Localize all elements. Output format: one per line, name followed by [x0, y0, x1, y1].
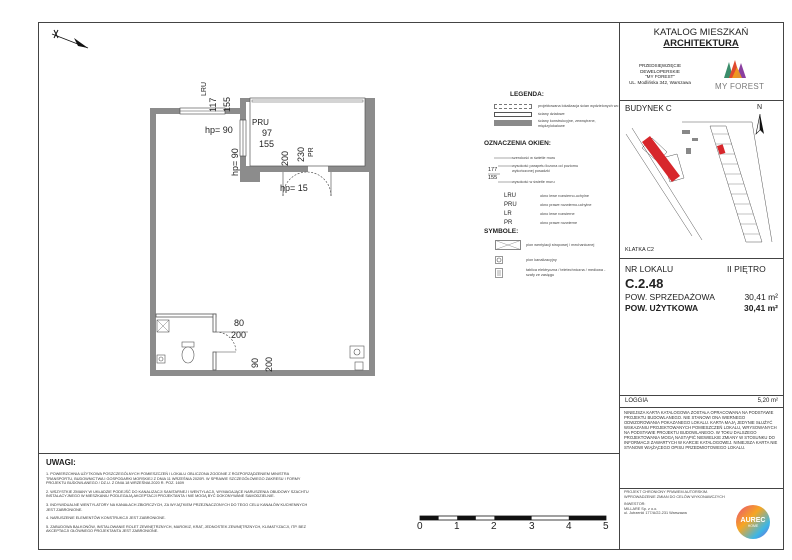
- door-width-155: 155: [259, 139, 275, 149]
- developer-line-2: DEWELOPERSKIE: [640, 68, 680, 74]
- legend-swatch-wc: [494, 104, 532, 109]
- divider-notes: [38, 453, 619, 454]
- door-width-230: 230: [296, 146, 306, 162]
- notes-list: [46, 472, 316, 534]
- note-4: 4. NARUSZENIE ELEMENTÓW KONSTRUKCJI JEST ZABRONIONE.: [46, 516, 166, 521]
- legend-item-wc: projektowana lokalizacja ścian wydzielonych wc: [538, 104, 619, 108]
- door-type-pr: PR: [308, 147, 315, 157]
- window-pru-width: 97: [262, 128, 273, 138]
- window-example-top: 177: [488, 167, 498, 173]
- investor-block: [624, 502, 734, 516]
- window-desc-pru: okno prawe rozwierno-uchylne: [540, 203, 592, 207]
- notes-title: UWAGI:: [46, 458, 76, 467]
- aurec-logo-sub: HOME: [747, 523, 759, 528]
- window-pru-label: PRU: [252, 118, 269, 127]
- window-note-bottom: wysokość w świetle muru: [512, 180, 555, 184]
- legend-item-structural: ściany konstrukcyjne, zewnętrzne, międzylokalowe: [538, 119, 596, 128]
- usable-area-label: POW. UŻYTKOWA: [625, 303, 699, 313]
- symbol-sewage: pion kanalizacyjny: [526, 258, 557, 262]
- scale-tick-3: 3: [529, 521, 535, 532]
- scale-tick-5: 5: [603, 521, 609, 532]
- sewage-pipe-icon: [495, 256, 503, 264]
- unit-number-label: NR LOKALU: [625, 264, 674, 274]
- symbols-title: SYMBOLE:: [484, 228, 519, 235]
- scale-tick-1: 1: [454, 521, 460, 532]
- sill-height-1: hp= 90: [205, 125, 233, 135]
- scale-tick-0: 0: [417, 521, 423, 532]
- site-plan-map: [622, 118, 782, 246]
- legend-swatch-partition: [494, 112, 532, 117]
- building-label: BUDYNEK C: [625, 104, 672, 113]
- developer-line-4: UL. Modlińska 342, Warszawa: [629, 79, 691, 85]
- scale-bar: [418, 514, 610, 528]
- windows-legend-title: OZNACZENIA OKIEN:: [484, 140, 551, 147]
- investor-address: ul. Jutrzenki 177/A/22-231 Warszawa: [624, 511, 687, 516]
- staircase-label: KLATKA C2: [625, 247, 654, 253]
- legend-title: LEGENDA:: [510, 91, 544, 98]
- door-height-200-b: 200: [264, 356, 274, 372]
- divider-building: [619, 258, 784, 259]
- divider-unit: [619, 395, 784, 396]
- window-lru-label: LRU: [201, 81, 208, 96]
- window-code-lru: LRU: [504, 193, 517, 199]
- sales-area-value: 30,41 m²: [744, 292, 778, 302]
- developer-line-3: "MY FOREST": [645, 74, 675, 80]
- scale-tick-4: 4: [566, 521, 572, 532]
- loggia-value: 5,20 m²: [757, 398, 778, 404]
- legend-swatch-structural: [494, 120, 532, 126]
- sill-height-3: hp= 15: [280, 183, 308, 193]
- aurec-logo: [736, 505, 770, 539]
- my-forest-logo-text: MY FOREST: [715, 82, 765, 91]
- note-5: 5. ZABUDOWA BALKONÓW, INSTALOWANIE ROLET ZEWNĘTRZNYCH, MAROKIZ, KRAT, JEDNOSTEK ZEWNĘTRZNYCH, KLIMATYZACJI, ITP. BEZ AKCEPTACJI GŁÓWNEGO PROJEKTANTA JEST ZABRONIONE.: [46, 524, 306, 534]
- window-lru-width: 117: [208, 97, 218, 112]
- legend-item-partition: ściany działowe: [538, 112, 565, 116]
- unit-number: C.2.48: [625, 276, 664, 291]
- divider-header: [619, 100, 784, 101]
- north-label: N: [757, 104, 763, 111]
- divider-loggia: [619, 407, 784, 408]
- my-forest-logo-icon: [722, 58, 748, 82]
- developer-info: [620, 63, 700, 85]
- unit-floor: II PIĘTRO: [727, 264, 766, 274]
- door-width-90: 90: [250, 357, 260, 368]
- copyright-text: PROJEKT CHRONIONY PRAWEM AUTORSKIM. WPROWADZENIE ZMIAN DO CELÓW WYKONAWCZYCH: [624, 490, 725, 499]
- scale-tick-2: 2: [491, 521, 497, 532]
- aurec-logo-text: AUREC: [740, 516, 766, 524]
- window-desc-lr: okno lewe rozwierne: [540, 212, 575, 216]
- window-desc-lru: okno lewe rozwierno-uchylne: [540, 194, 589, 198]
- ventilation-shaft-icon: [495, 240, 521, 250]
- window-lru-height: 155: [222, 96, 232, 112]
- divider-disclaimer: [619, 488, 784, 489]
- investor-name: MILLARE Sp. z o.o.: [624, 506, 658, 511]
- usable-area-value: 30,41 m²: [743, 303, 778, 313]
- bath-door-width: 80: [234, 318, 245, 328]
- window-code-pru: PRU: [504, 202, 517, 208]
- window-legend-leader-lines: [486, 154, 516, 186]
- door-height-200: 200: [280, 150, 290, 166]
- divider-main: [619, 22, 620, 550]
- window-note-top: szerokość w świetle muru: [512, 156, 556, 160]
- loggia-label: LOGGIA: [625, 398, 649, 404]
- disclaimer-text: NINIEJSZA KARTA KATALOGOWA ZOSTAŁA OPRACOWANA NA PODSTAWIE PROJEKTU BUDOWLANEGO. NIE STANOWI ONA WIERNEGO ODWZOROWANIA POKAZANEGO LOKALU. KARTA MAJĄ JEDYNIE SŁUŻYĆ WSKAZANIU PROJEKTOWANYCH POMIESZCZEŃ LOKALU, WRYSOWANYCH NA PODSTAWIE PROJEKTU BUDOWLANEGO. W TOKU DALSZEGO PROJEKTOWANIA MOGĄ NASTĄPIĆ NIEWIELKIE ZMIANY W STOSUNKU DO INFORMACJI ZAWARTYCH W KARCIE KATALOGOWEJ. NINIEJSZA KARTA NIE STANOWI WIĄŻĄCEGO OPISU PRZEDMIOTOWEGO LOKALU.: [624, 410, 778, 450]
- symbol-electrical: tablica elektryczna / teletechniczna / mediowa - szafy ze zasięgu: [526, 268, 606, 277]
- sales-area-label: POW. SPRZEDAŻOWA: [625, 292, 715, 302]
- catalog-title: KATALOG MIESZKAŃ: [653, 27, 749, 38]
- note-3: 3. INDYWIDUALNE WENTYLATORY NA KANAŁACH ZBIORCZYCH, ZA WYJĄTKIEM PRZEZNACZONYCH DO TEGO CELU KANAŁÓW KUCHENNYCH JEST ZABRONIONE.: [46, 502, 308, 512]
- bath-door-height: 200: [231, 330, 247, 340]
- investor-label: INWESTOR:: [624, 502, 646, 506]
- plan-north-arrow-icon: [44, 26, 94, 56]
- window-example-bottom: 155: [488, 175, 498, 181]
- symbol-ventilation: pion wentylacji stropowej / mechanicznej: [526, 243, 595, 247]
- window-desc-pr: okno prawe rozwierne: [540, 221, 578, 225]
- section-title: ARCHITEKTURA: [663, 38, 739, 49]
- window-note-mid: wysokość parapetu liczona od poziomu wykończonej posadzki: [512, 164, 579, 173]
- window-code-pr: PR: [504, 220, 513, 226]
- developer-line-1: PRZEDSIĘWZIĘCIE: [638, 63, 682, 68]
- sill-height-2: hp= 90: [230, 148, 240, 176]
- note-2: 2. WSZYSTKIE ZMIANY W UKŁADZIE PODEJŚĆ DO KANALIZACJI SANITARNEJ I WENTYLACJI, WYMAGAJĄCE NARUSZENIA OBUDOWY SZACHTU INSTALACYJNEGO W MIESZKANIU PODLEGAJĄ AKCEPTACJI PROJEKTANTA I NIE MOGĄ BYĆ DOKONYWANE SAMODZIELNIE.: [46, 489, 309, 499]
- note-1: 1. POWIERZCHNIA UŻYTKOWA POSZCZEGÓLNYCH POMIESZCZEŃ I LOKALU OBLICZONA ZGODNIE Z ROZPORZĄDZENIEM MINISTRA TRANSPORTU, BUDOWNICTWA I GOSPODARKI MORSKIEJ Z DNIA 11 WRZEŚNIA 2020R. W SPRAWIE SZCZEGÓŁOWEGO ZAKRESU I FORMY PROJEKTU BUDOWLANEGO / DZ.U. Z DNIA 18 WRZEŚNIA 2020 R. POZ. 1609: [46, 472, 301, 486]
- window-code-lr: LR: [504, 211, 512, 217]
- electrical-panel-icon: [495, 268, 503, 278]
